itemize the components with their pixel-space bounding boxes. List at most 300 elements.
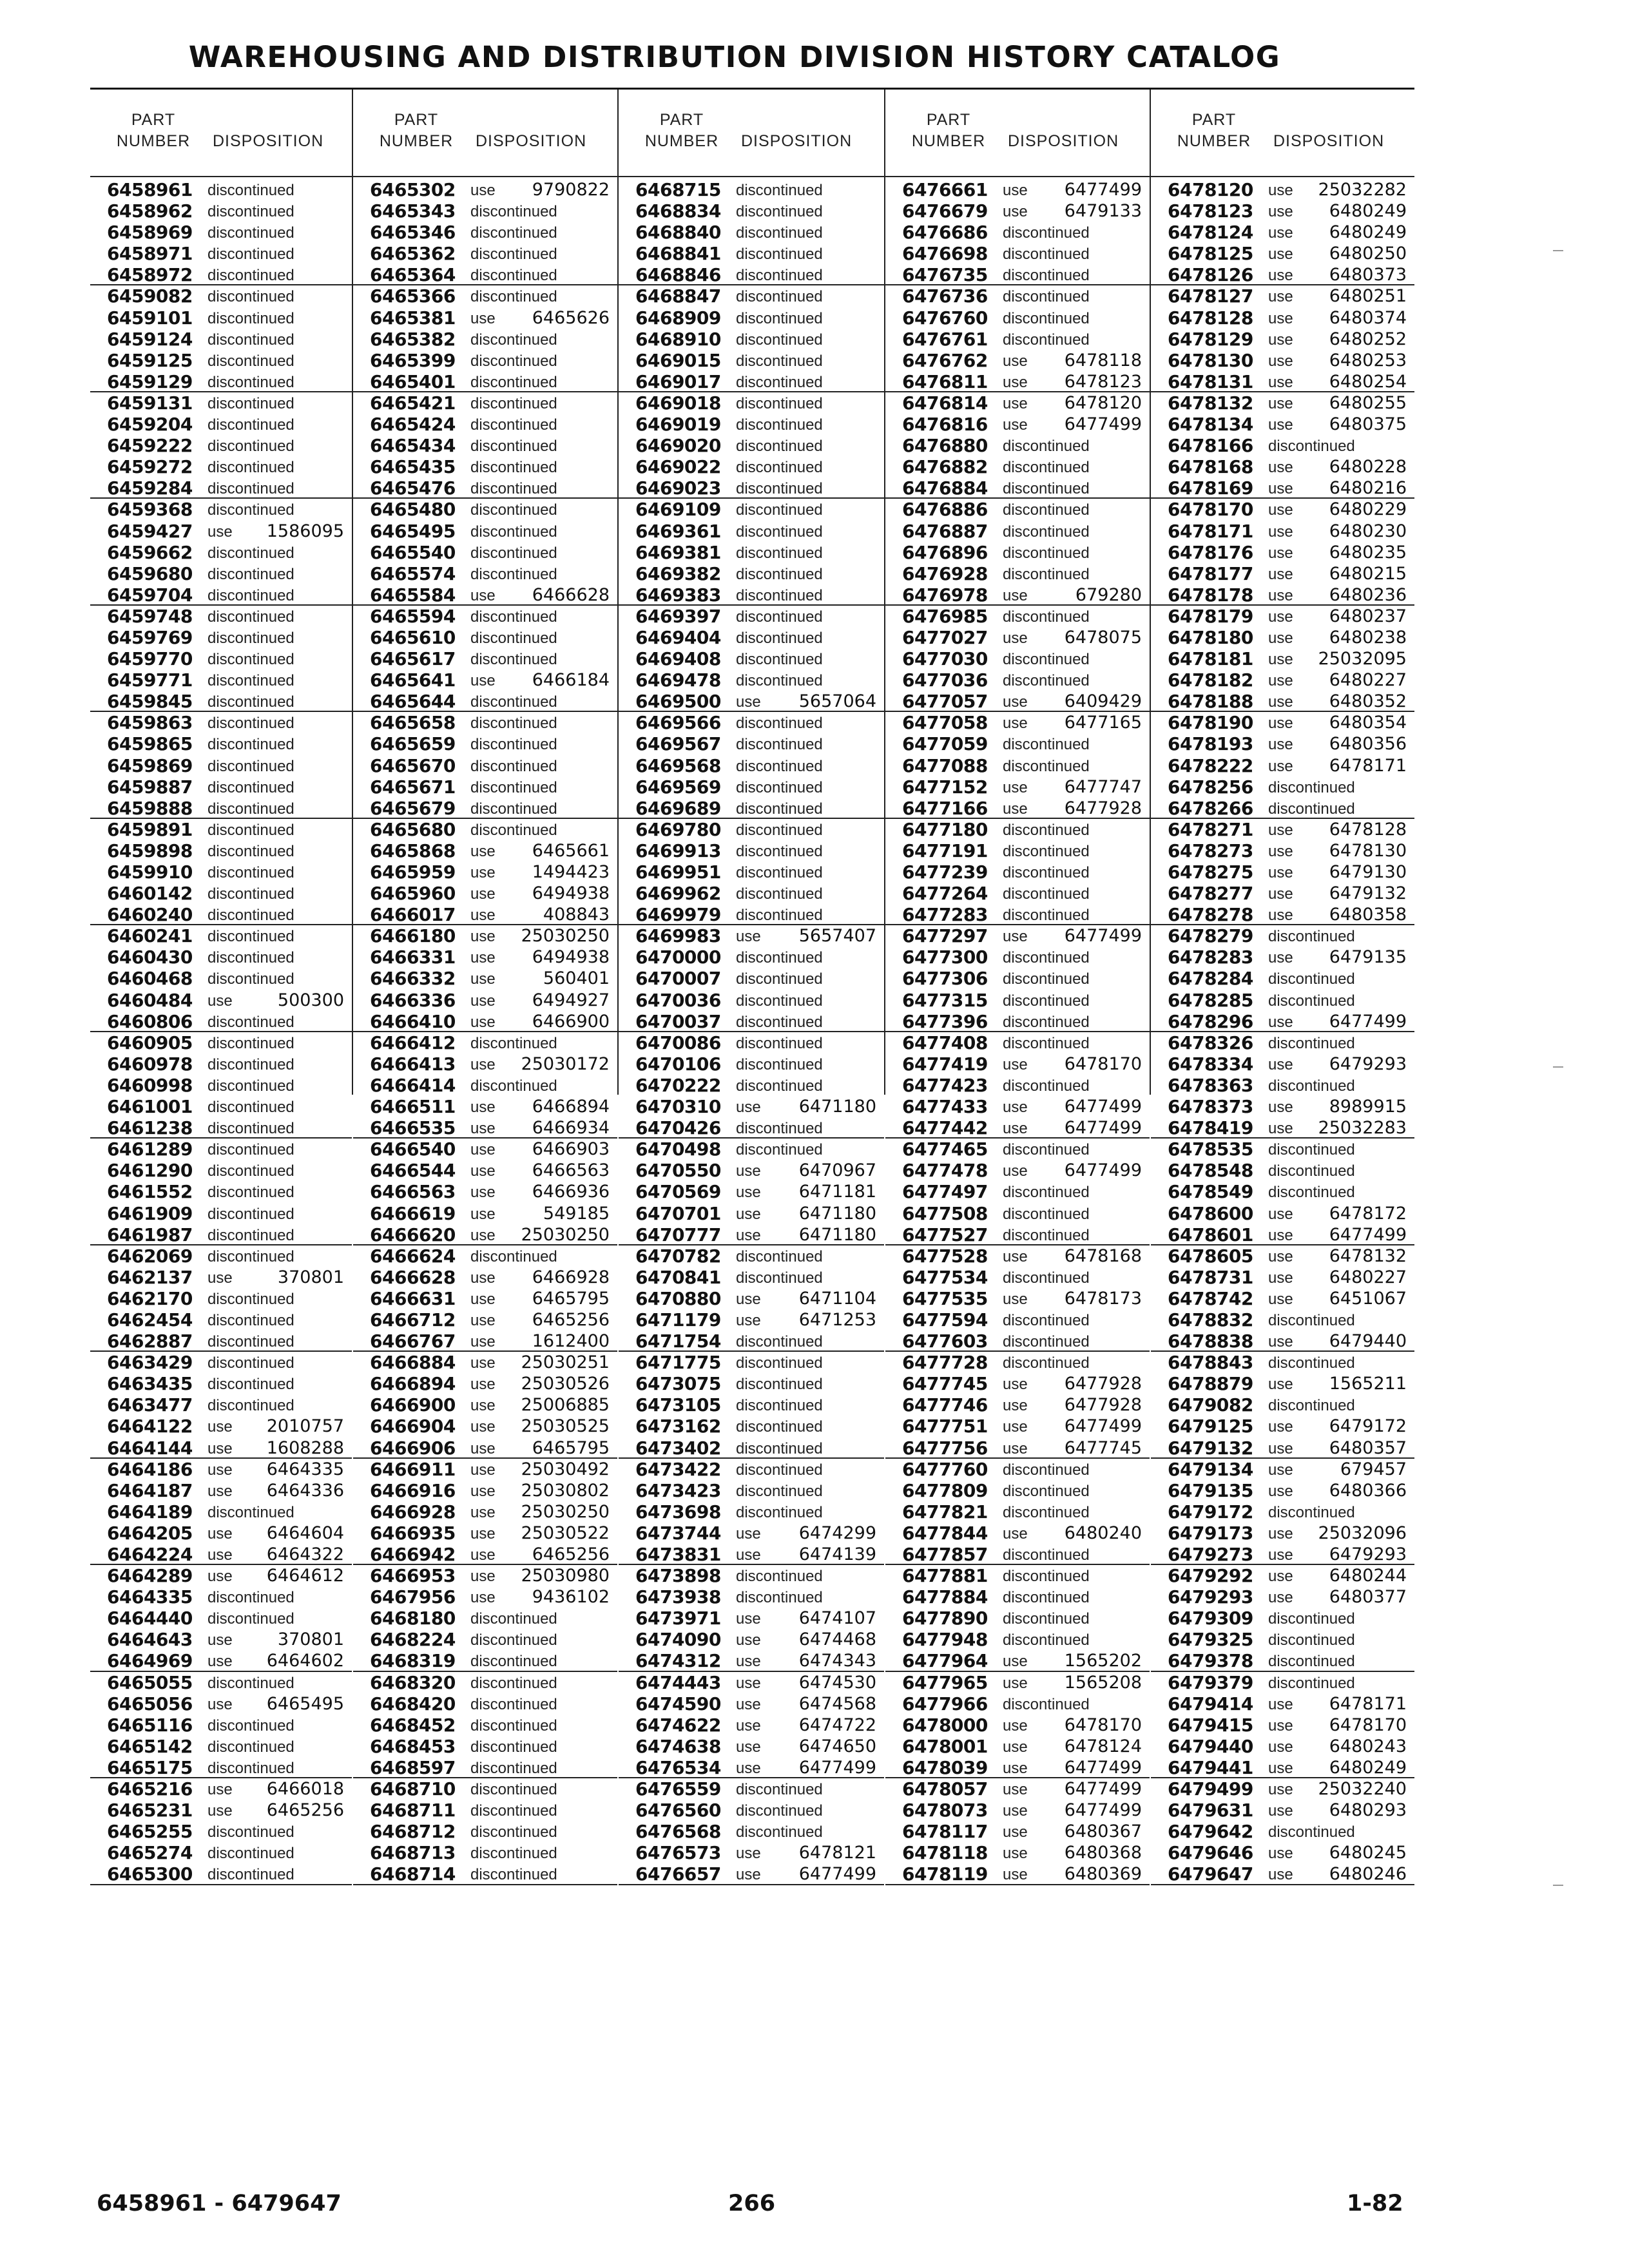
table-row xyxy=(1151,1203,1414,1224)
replacement-part-number: 25030251 xyxy=(521,1352,610,1373)
disposition: use xyxy=(1268,1461,1293,1479)
part-number: 6478284 xyxy=(1168,968,1253,990)
table-row xyxy=(1151,968,1414,989)
table-row xyxy=(353,1032,617,1053)
replacement-part-number: 6471180 xyxy=(798,1224,876,1245)
part-number: 6476978 xyxy=(902,584,988,606)
table-row xyxy=(1151,435,1414,456)
disposition: use xyxy=(1268,1205,1293,1223)
table-row xyxy=(885,883,1150,904)
part-number: 6466540 xyxy=(370,1139,456,1160)
disposition: use xyxy=(736,1845,761,1863)
part-number: 6468909 xyxy=(635,307,721,329)
replacement-part-number: 6480368 xyxy=(1064,1843,1142,1863)
table-row xyxy=(353,1267,617,1288)
part-number: 6478879 xyxy=(1168,1373,1253,1395)
part-number: 6470569 xyxy=(635,1181,721,1203)
table-row xyxy=(353,968,617,989)
disposition: use xyxy=(207,1418,233,1436)
part-number: 6461552 xyxy=(107,1181,193,1203)
part-number: 6466900 xyxy=(370,1394,456,1416)
disposition: discontinued xyxy=(1003,1354,1090,1372)
replacement-part-number: 6478170 xyxy=(1329,1715,1407,1735)
part-number: 6479292 xyxy=(1168,1565,1253,1587)
table-row xyxy=(1151,883,1414,904)
table-row xyxy=(1151,1821,1414,1842)
table-row xyxy=(885,1245,1150,1267)
disposition: use xyxy=(1268,565,1293,583)
disposition: use xyxy=(736,1866,761,1884)
table-row xyxy=(885,1715,1150,1736)
table-row xyxy=(1151,1544,1414,1565)
table-row xyxy=(885,1650,1150,1671)
replacement-part-number: 6480377 xyxy=(1329,1587,1407,1608)
table-row xyxy=(353,563,617,584)
table-row xyxy=(90,1672,352,1693)
disposition: use xyxy=(1003,373,1028,391)
table-row xyxy=(885,1693,1150,1715)
disposition: discontinued xyxy=(1268,437,1355,456)
part-number: 6476814 xyxy=(902,392,988,414)
disposition: use xyxy=(1268,480,1293,498)
table-row xyxy=(885,1757,1150,1778)
part-number: 6478182 xyxy=(1168,669,1253,691)
part-number: 6478119 xyxy=(902,1863,988,1885)
header-disposition: DISPOSITION xyxy=(476,132,587,150)
part-number: 6477964 xyxy=(902,1650,988,1672)
part-number: 6465680 xyxy=(370,818,456,840)
replacement-part-number: 6478170 xyxy=(1064,1715,1142,1735)
table-row xyxy=(90,1629,352,1650)
table-row xyxy=(353,1586,617,1608)
table-row xyxy=(619,542,884,563)
part-number: 6466017 xyxy=(370,904,456,926)
table-row xyxy=(353,1523,617,1544)
disposition: discontinued xyxy=(207,1503,294,1521)
part-number: 6469023 xyxy=(635,477,721,499)
part-number: 6478168 xyxy=(1168,456,1253,478)
replacement-part-number: 25030172 xyxy=(521,1053,610,1074)
replacement-part-number: 6464336 xyxy=(266,1480,344,1501)
disposition: discontinued xyxy=(470,693,557,711)
part-number: 6476657 xyxy=(635,1863,721,1885)
column-header xyxy=(1151,110,1414,155)
part-number: 6469018 xyxy=(635,392,721,414)
table-row xyxy=(353,1672,617,1693)
table-row xyxy=(619,840,884,861)
replacement-part-number: 679280 xyxy=(1075,584,1142,605)
table-row xyxy=(619,1544,884,1565)
table-row xyxy=(90,1011,352,1032)
table-row xyxy=(885,1842,1150,1863)
table-row xyxy=(619,755,884,776)
part-number: 6477603 xyxy=(902,1331,988,1352)
table-row xyxy=(90,350,352,371)
table-row xyxy=(885,1181,1150,1202)
table-row xyxy=(353,925,617,947)
disposition: discontinued xyxy=(736,203,823,221)
replacement-part-number: 6478170 xyxy=(1064,1053,1142,1074)
part-number: 6469404 xyxy=(635,626,721,648)
table-row xyxy=(1151,798,1414,819)
disposition: use xyxy=(470,1546,496,1564)
table-row xyxy=(90,1842,352,1863)
disposition: use xyxy=(207,1631,233,1649)
part-number: 6469567 xyxy=(635,733,721,755)
part-number: 6465868 xyxy=(370,840,456,861)
part-number: 6466332 xyxy=(370,968,456,990)
replacement-part-number: 6464322 xyxy=(266,1544,344,1564)
replacement-part-number: 6474343 xyxy=(798,1651,876,1671)
header-part: PART xyxy=(394,111,439,129)
table-row xyxy=(353,606,617,627)
table-row xyxy=(885,1203,1150,1224)
disposition: discontinued xyxy=(207,1055,294,1073)
table-row xyxy=(353,904,617,925)
disposition: discontinued xyxy=(736,907,823,925)
disposition: discontinued xyxy=(736,651,823,669)
disposition: use xyxy=(1268,331,1293,349)
disposition: use xyxy=(1003,778,1028,796)
disposition: discontinued xyxy=(207,544,294,562)
table-row xyxy=(1151,1394,1414,1416)
part-number: 6459131 xyxy=(107,392,193,414)
table-row xyxy=(353,1096,617,1117)
disposition: discontinued xyxy=(1003,1546,1090,1564)
disposition: use xyxy=(470,1184,496,1202)
part-number: 6477300 xyxy=(902,947,988,968)
part-number: 6468420 xyxy=(370,1693,456,1715)
part-number: 6466511 xyxy=(370,1096,456,1118)
disposition: discontinued xyxy=(1268,1631,1355,1649)
table-row xyxy=(1151,1224,1414,1245)
disposition: discontinued xyxy=(1003,970,1090,988)
disposition: discontinued xyxy=(470,480,557,498)
disposition: discontinued xyxy=(736,672,823,690)
table-row xyxy=(90,1778,352,1800)
table-row xyxy=(1151,990,1414,1011)
disposition: use xyxy=(470,992,496,1010)
part-number: 6464335 xyxy=(107,1586,193,1608)
table-row xyxy=(885,712,1150,733)
disposition: discontinued xyxy=(207,1738,294,1756)
disposition: use xyxy=(1003,1781,1028,1799)
part-number: 6478193 xyxy=(1168,733,1253,755)
table-row xyxy=(353,1309,617,1331)
part-number: 6478125 xyxy=(1168,243,1253,265)
table-row xyxy=(1151,329,1414,350)
disposition: use xyxy=(1268,459,1293,477)
header-disposition: DISPOSITION xyxy=(213,132,324,150)
replacement-part-number: 6480358 xyxy=(1329,905,1407,925)
disposition: discontinued xyxy=(207,1099,294,1117)
header-number: NUMBER xyxy=(911,132,986,150)
row-list xyxy=(885,179,1150,1885)
disposition: discontinued xyxy=(470,1247,557,1265)
part-number: 6470777 xyxy=(635,1224,721,1245)
disposition: use xyxy=(1268,715,1293,733)
disposition: discontinued xyxy=(207,907,294,925)
disposition: discontinued xyxy=(736,757,823,775)
table-row xyxy=(885,1586,1150,1608)
table-row xyxy=(1151,1842,1414,1863)
disposition: discontinued xyxy=(207,182,294,199)
replacement-part-number: 25032240 xyxy=(1318,1779,1407,1800)
disposition: use xyxy=(1268,672,1293,690)
disposition: discontinued xyxy=(736,1013,823,1031)
part-number: 6476573 xyxy=(635,1842,721,1864)
table-row xyxy=(1151,776,1414,798)
table-row xyxy=(353,243,617,264)
part-number: 6477497 xyxy=(902,1181,988,1203)
table-row xyxy=(885,1267,1150,1288)
table-row xyxy=(885,1352,1150,1373)
table-row xyxy=(90,414,352,435)
part-number: 6470426 xyxy=(635,1117,721,1139)
part-number: 6469979 xyxy=(635,904,721,926)
table-row xyxy=(885,521,1150,542)
part-number: 6465960 xyxy=(370,883,456,905)
replacement-part-number: 25030492 xyxy=(521,1459,610,1479)
disposition: use xyxy=(1268,523,1293,541)
part-number: 6461001 xyxy=(107,1096,193,1118)
disposition: discontinued xyxy=(207,693,294,711)
disposition: use xyxy=(1003,800,1028,818)
table-row xyxy=(353,477,617,499)
disposition: use xyxy=(1268,245,1293,264)
row-list xyxy=(90,179,352,1885)
table-row xyxy=(619,798,884,819)
disposition: discontinued xyxy=(470,523,557,541)
table-row xyxy=(885,755,1150,776)
part-number: 6460430 xyxy=(107,947,193,968)
replacement-part-number: 6474299 xyxy=(798,1523,876,1543)
disposition: discontinued xyxy=(736,1418,823,1436)
replacement-part-number: 25030522 xyxy=(521,1523,610,1543)
table-row xyxy=(619,819,884,840)
part-number: 6477508 xyxy=(902,1202,988,1224)
part-number: 6465610 xyxy=(370,626,456,648)
disposition: use xyxy=(1268,1290,1293,1308)
part-number: 6479132 xyxy=(1168,1437,1253,1459)
part-number: 6478126 xyxy=(1168,264,1253,286)
part-number: 6460468 xyxy=(107,968,193,990)
header-rule xyxy=(885,176,1150,177)
disposition: discontinued xyxy=(470,651,557,669)
part-number: 6465574 xyxy=(370,562,456,584)
disposition: discontinued xyxy=(736,1802,823,1820)
part-number: 6476661 xyxy=(902,179,988,200)
part-number: 6477166 xyxy=(902,797,988,819)
part-number: 6479415 xyxy=(1168,1714,1253,1736)
table-row xyxy=(353,1842,617,1863)
table-row xyxy=(1151,1032,1414,1053)
disposition: use xyxy=(1268,864,1293,881)
part-number: 6477306 xyxy=(902,968,988,990)
table-row xyxy=(885,1480,1150,1501)
column-header xyxy=(619,110,884,155)
row-list xyxy=(619,179,884,1885)
table-row xyxy=(90,648,352,669)
replacement-part-number: 6478130 xyxy=(1329,840,1407,861)
disposition: discontinued xyxy=(736,245,823,264)
replacement-part-number: 25032283 xyxy=(1318,1118,1407,1139)
replacement-part-number: 6477499 xyxy=(1064,1779,1142,1800)
part-number: 6478275 xyxy=(1168,861,1253,883)
replacement-part-number: 6465626 xyxy=(532,307,610,328)
part-number: 6466410 xyxy=(370,1010,456,1032)
table-row xyxy=(90,733,352,754)
part-number: 6477809 xyxy=(902,1479,988,1501)
disposition: discontinued xyxy=(207,394,294,412)
part-number: 6478181 xyxy=(1168,648,1253,670)
disposition: use xyxy=(736,1653,761,1671)
table-row xyxy=(1151,477,1414,499)
part-number: 6465056 xyxy=(107,1693,193,1715)
table-row xyxy=(353,1331,617,1352)
disposition: use xyxy=(1268,1524,1293,1542)
part-number: 6478180 xyxy=(1168,626,1253,648)
table-row xyxy=(619,968,884,989)
disposition: discontinued xyxy=(736,1823,823,1841)
disposition: discontinued xyxy=(1003,864,1090,881)
part-number: 6476762 xyxy=(902,349,988,371)
header-part: PART xyxy=(659,111,704,129)
disposition: use xyxy=(207,1781,233,1799)
replacement-part-number: 6480354 xyxy=(1329,713,1407,733)
part-number: 6470782 xyxy=(635,1245,721,1267)
disposition: discontinued xyxy=(736,1376,823,1394)
disposition: discontinued xyxy=(207,1716,294,1735)
part-number: 6460241 xyxy=(107,925,193,947)
replacement-part-number: 1608288 xyxy=(266,1437,344,1458)
header-number: NUMBER xyxy=(644,132,719,150)
disposition: use xyxy=(736,1610,761,1628)
table-row xyxy=(619,1459,884,1480)
part-number: 6478190 xyxy=(1168,712,1253,734)
table-row xyxy=(1151,1501,1414,1523)
table-row xyxy=(885,414,1150,435)
disposition: discontinued xyxy=(1003,757,1090,775)
part-number: 6478273 xyxy=(1168,840,1253,861)
disposition: use xyxy=(470,864,496,881)
disposition: discontinued xyxy=(470,1653,557,1671)
part-number: 6465641 xyxy=(370,669,456,691)
part-number: 6479082 xyxy=(1168,1394,1253,1416)
disposition: discontinued xyxy=(470,1695,557,1713)
table-row xyxy=(353,627,617,648)
table-row xyxy=(90,1565,352,1586)
table-row xyxy=(90,990,352,1011)
part-number: 6466884 xyxy=(370,1352,456,1374)
table-row xyxy=(90,925,352,947)
part-number: 6477442 xyxy=(902,1117,988,1139)
disposition: use xyxy=(470,1439,496,1457)
disposition: use xyxy=(1268,586,1293,604)
disposition: discontinued xyxy=(1268,992,1355,1010)
disposition: discontinued xyxy=(470,629,557,647)
table-row xyxy=(885,840,1150,861)
table-row xyxy=(353,1245,617,1267)
table-row xyxy=(1151,1309,1414,1331)
disposition: discontinued xyxy=(736,586,823,604)
table-row xyxy=(90,1139,352,1160)
disposition: use xyxy=(470,1205,496,1223)
disposition: discontinued xyxy=(1268,1184,1355,1202)
part-number: 6459769 xyxy=(107,626,193,648)
part-number: 6468910 xyxy=(635,328,721,350)
table-row xyxy=(885,819,1150,840)
part-number: 6477965 xyxy=(902,1671,988,1693)
part-number: 6477746 xyxy=(902,1394,988,1416)
disposition: use xyxy=(470,1333,496,1351)
table-row xyxy=(1151,350,1414,371)
disposition: use xyxy=(1268,1866,1293,1884)
part-number: 6468713 xyxy=(370,1842,456,1864)
replacement-part-number: 6478171 xyxy=(1329,1693,1407,1714)
table-row xyxy=(619,1715,884,1736)
replacement-part-number: 6480227 xyxy=(1329,670,1407,691)
part-number: 6469780 xyxy=(635,818,721,840)
disposition: use xyxy=(736,1184,761,1202)
disposition: discontinued xyxy=(207,459,294,477)
part-number: 6478039 xyxy=(902,1756,988,1778)
part-number: 6460998 xyxy=(107,1074,193,1096)
disposition: discontinued xyxy=(736,1439,823,1457)
table-row xyxy=(1151,1778,1414,1800)
disposition: discontinued xyxy=(1003,267,1090,285)
part-number: 6468847 xyxy=(635,285,721,307)
part-number: 6459272 xyxy=(107,456,193,478)
header-rule xyxy=(90,176,352,177)
disposition: discontinued xyxy=(207,1845,294,1863)
part-number: 6468453 xyxy=(370,1735,456,1757)
disposition: use xyxy=(1268,203,1293,221)
table-row xyxy=(90,904,352,925)
part-number: 6477760 xyxy=(902,1458,988,1480)
part-number: 6479172 xyxy=(1168,1501,1253,1523)
disposition: discontinued xyxy=(736,715,823,733)
part-number: 6470007 xyxy=(635,968,721,990)
disposition: discontinued xyxy=(1003,544,1090,562)
part-number: 6478843 xyxy=(1168,1352,1253,1374)
disposition: use xyxy=(1003,1823,1028,1841)
replacement-part-number: 6465795 xyxy=(532,1288,610,1309)
part-number: 6476928 xyxy=(902,562,988,584)
table-row xyxy=(353,1693,617,1715)
replacement-part-number: 6480216 xyxy=(1329,478,1407,499)
disposition: discontinued xyxy=(736,501,823,519)
part-number: 6470036 xyxy=(635,989,721,1011)
table-row xyxy=(885,925,1150,947)
replacement-part-number: 6464612 xyxy=(266,1566,344,1586)
replacement-part-number: 6474650 xyxy=(798,1736,876,1756)
table-row xyxy=(619,925,884,947)
table-row xyxy=(90,1501,352,1523)
disposition: discontinued xyxy=(207,608,294,626)
table-row xyxy=(90,712,352,733)
disposition: discontinued xyxy=(736,1397,823,1415)
column-header xyxy=(90,110,352,155)
part-number: 6474622 xyxy=(635,1714,721,1736)
replacement-part-number: 6478121 xyxy=(798,1843,876,1863)
part-number: 6470106 xyxy=(635,1053,721,1075)
table-row xyxy=(885,456,1150,477)
replacement-part-number: 6480238 xyxy=(1329,627,1407,648)
replacement-part-number: 6480366 xyxy=(1329,1480,1407,1501)
part-number: 6466180 xyxy=(370,925,456,947)
part-number: 6465421 xyxy=(370,392,456,414)
